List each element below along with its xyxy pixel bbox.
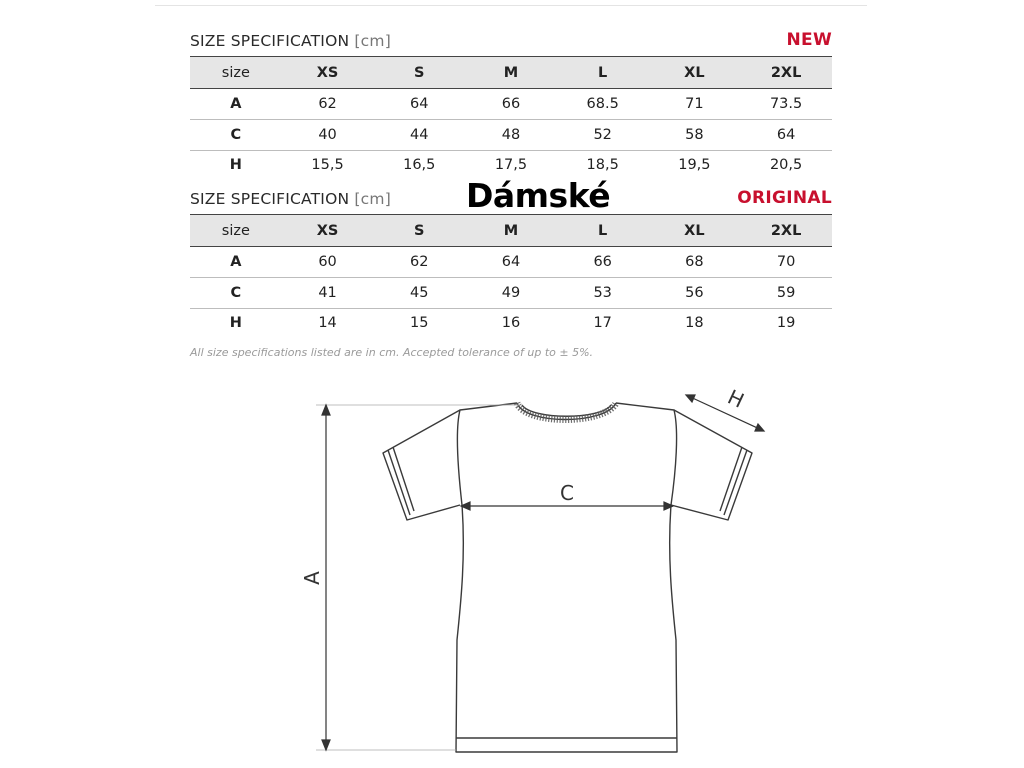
table-cell: 17 [593, 314, 612, 331]
table-cell: 17,5 [494, 156, 528, 173]
column-header: L [557, 215, 649, 247]
table-cell: 58 [649, 120, 741, 151]
column-header: S [373, 215, 465, 247]
table-cell: 20,5 [769, 156, 803, 173]
column-header: size [190, 215, 282, 247]
table-cell: 15 [410, 314, 429, 331]
column-header: M [465, 57, 557, 89]
row-label: C [190, 278, 282, 309]
row-label: A [190, 89, 282, 120]
row-label: C [190, 120, 282, 151]
table-cell: 64 [373, 89, 465, 120]
dimension-h-label: H [724, 384, 748, 413]
table-cell: 41 [282, 278, 374, 309]
table-cell: 52 [557, 120, 649, 151]
table-cell: 45 [373, 278, 465, 309]
table-cell: 16 [501, 314, 521, 331]
table-cell: 19 [776, 314, 796, 331]
table-cell: 15,5 [311, 156, 344, 173]
column-header: L [557, 57, 649, 89]
table-cell: 70 [740, 247, 832, 278]
table-cell: 18,5 [586, 156, 619, 173]
row-label: A [190, 247, 282, 278]
table-cell: 66 [557, 247, 649, 278]
table-cell: 19,5 [678, 156, 711, 173]
table-cell: 66 [465, 89, 557, 120]
spec-title-text: SIZE SPECIFICATION [190, 32, 350, 50]
table-cell: 44 [373, 120, 465, 151]
column-header: XS [282, 215, 374, 247]
table-cell: 62 [373, 247, 465, 278]
table-cell: 40 [282, 120, 374, 151]
dimension-a [316, 405, 520, 750]
column-header: S [373, 57, 465, 89]
table-cell: 49 [465, 278, 557, 309]
table-cell: 68.5 [557, 89, 649, 120]
row-label: H [229, 156, 242, 173]
dimension-c-label: C [560, 481, 574, 505]
table-cell: 53 [557, 278, 649, 309]
table-cell: 64 [465, 247, 557, 278]
table-cell: 56 [649, 278, 741, 309]
original-badge: ORIGINAL [737, 188, 832, 208]
table-cell: 64 [740, 120, 832, 151]
table-cell: 14 [318, 314, 337, 331]
tolerance-footnote: All size specifications listed are in cm. Accepted tolerance of up to ± 5%. [190, 346, 594, 359]
table-cell: 62 [282, 89, 374, 120]
table-cell: 48 [465, 120, 557, 151]
womens-label-overlay: Dámské [466, 176, 611, 215]
column-header: 2XL [740, 57, 832, 89]
table-cell: 18 [685, 314, 704, 331]
dimension-a-label: A [300, 571, 324, 585]
table-cell: 60 [282, 247, 374, 278]
table-cell: 73.5 [740, 89, 832, 120]
column-header: XL [649, 215, 741, 247]
row-label: H [229, 314, 242, 331]
table-cell: 16,5 [403, 156, 436, 173]
new-badge: NEW [786, 30, 832, 50]
column-header: M [465, 215, 557, 247]
spec-unit-text: [cm] [354, 190, 391, 208]
column-header: 2XL [740, 215, 832, 247]
tshirt-outline [383, 403, 752, 752]
table-cell: 68 [649, 247, 741, 278]
spec-title-text: SIZE SPECIFICATION [190, 190, 350, 208]
table-cell: 71 [649, 89, 741, 120]
spec-unit-text: [cm] [354, 32, 391, 50]
column-header: size [190, 57, 282, 89]
column-header: XS [282, 57, 374, 89]
column-header: XL [649, 57, 741, 89]
dimension-h [686, 395, 764, 431]
table-cell: 59 [740, 278, 832, 309]
